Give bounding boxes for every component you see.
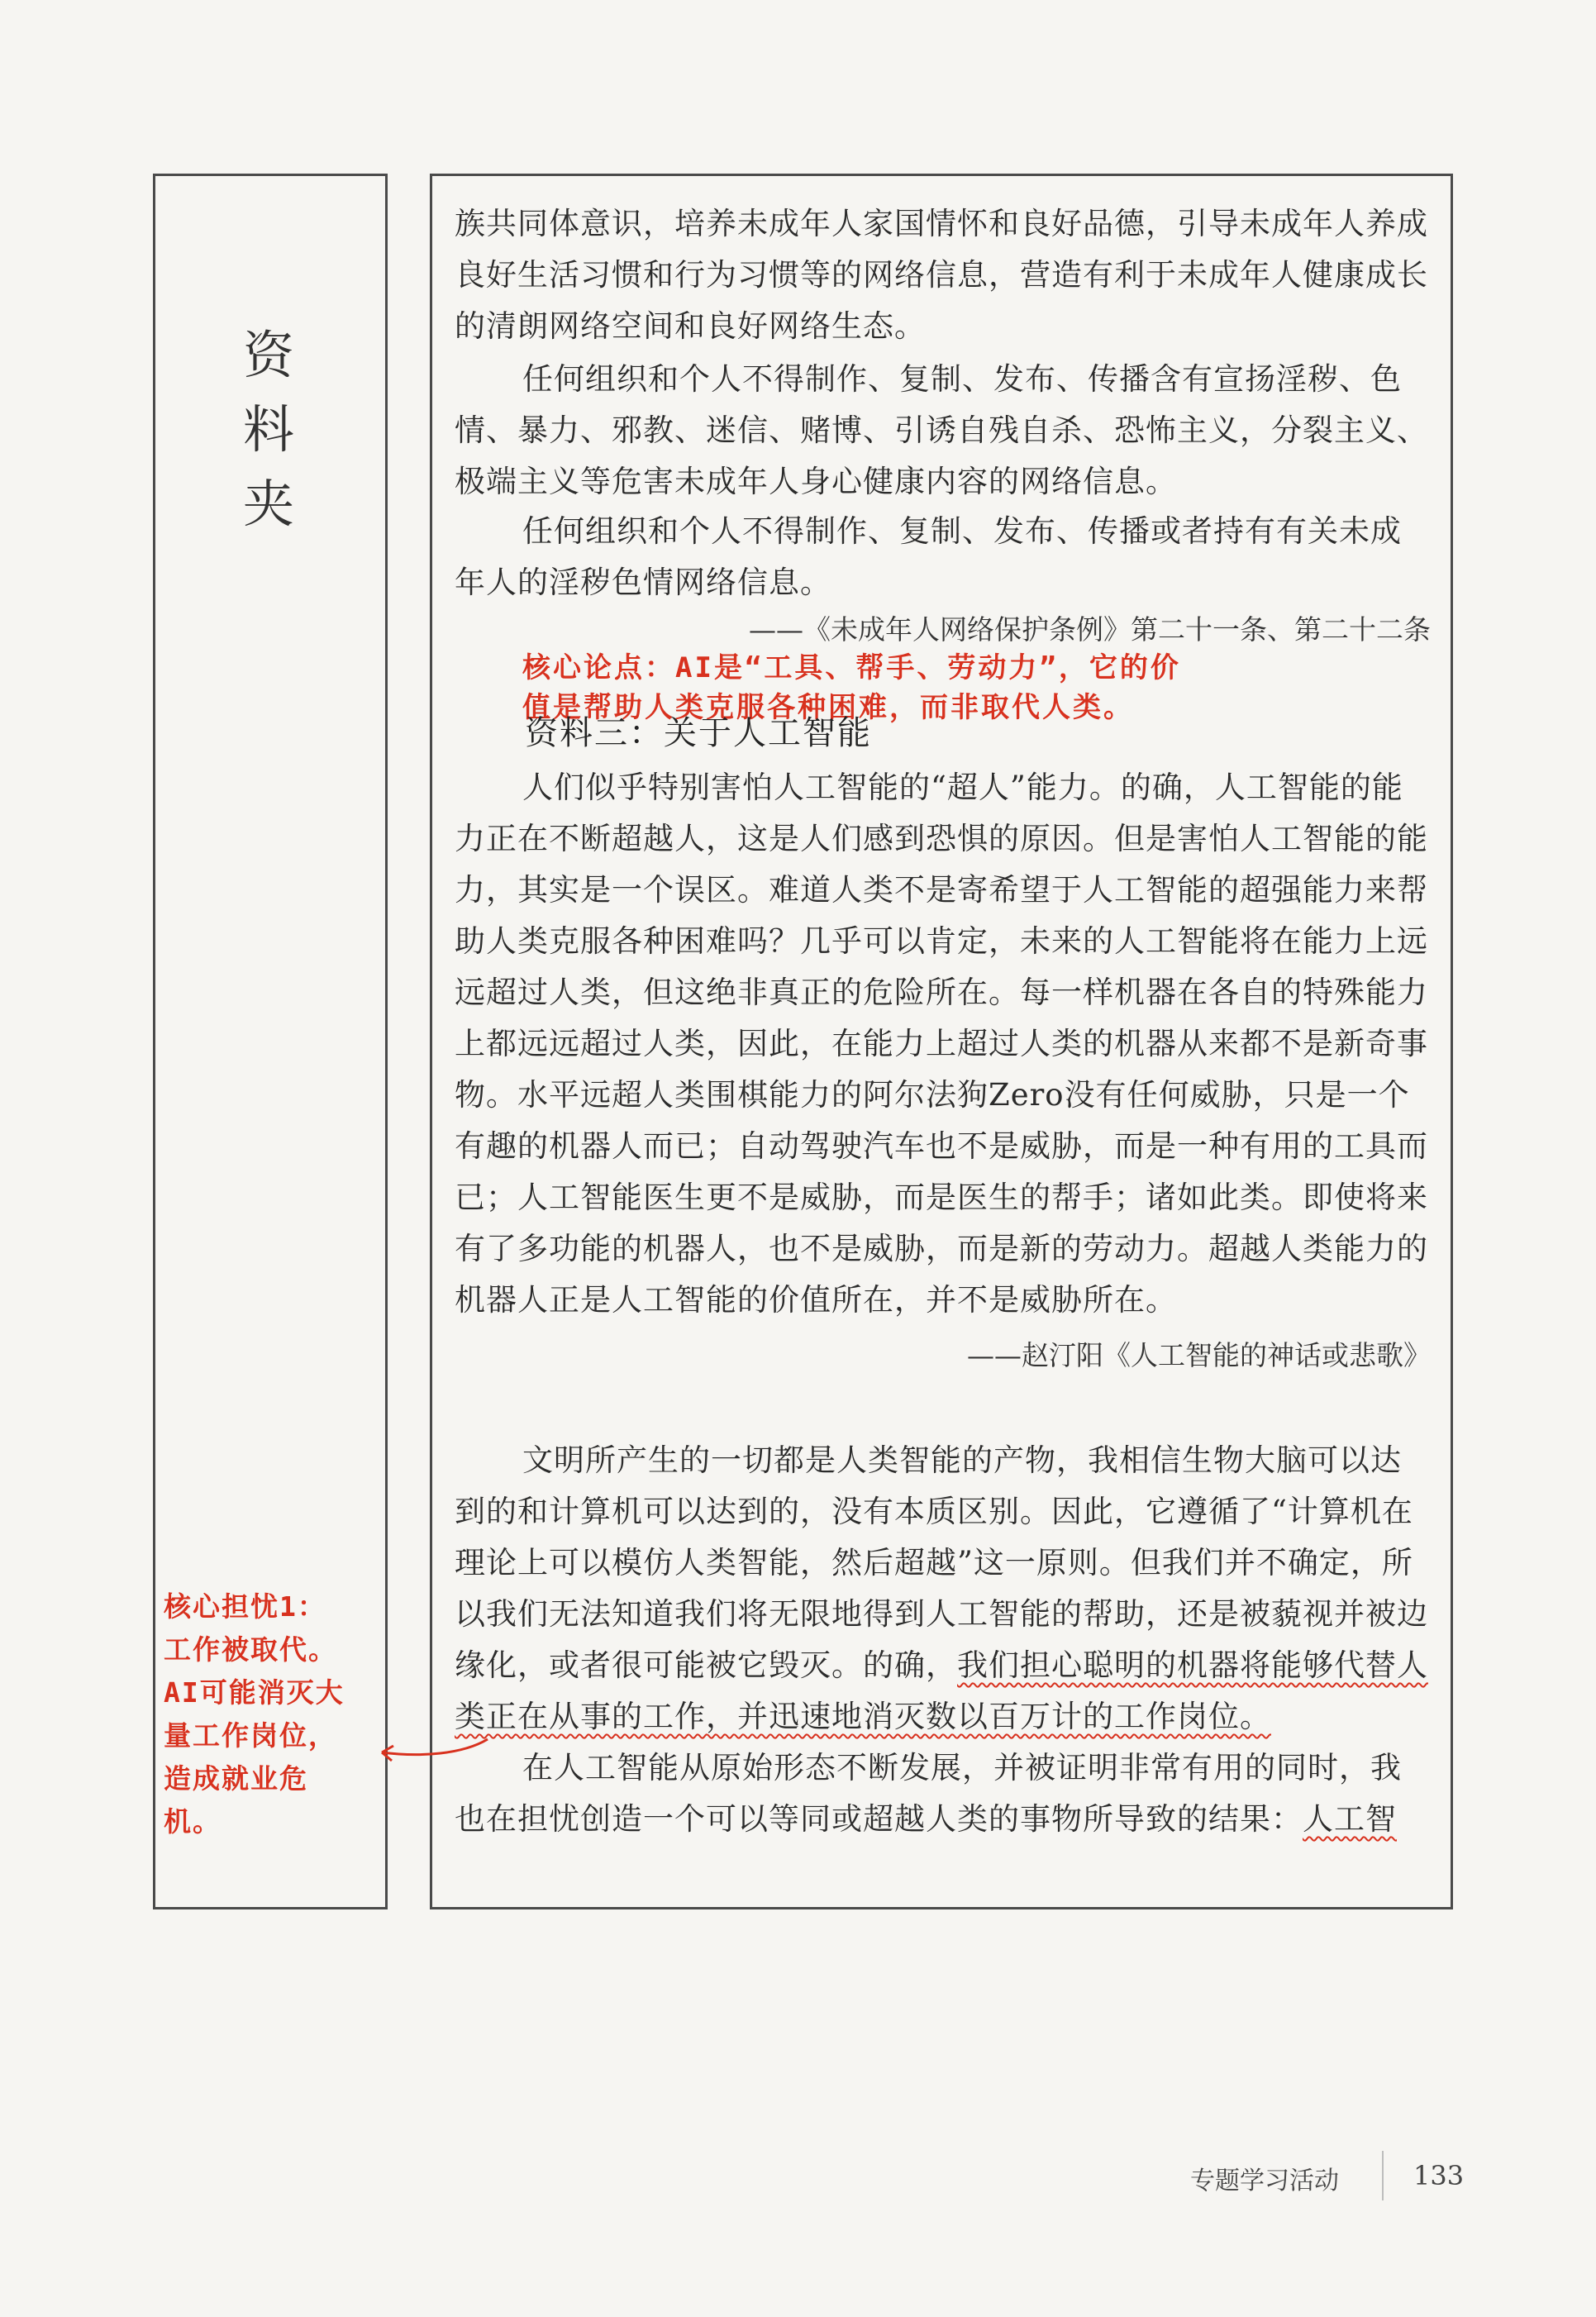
annotation-concern-line: 造成就业危 bbox=[164, 1762, 308, 1795]
sidebar-title-char: 料 bbox=[242, 399, 294, 460]
sidebar-title-char: 资 bbox=[242, 325, 294, 385]
annotation-concern-line: 机。 bbox=[164, 1805, 222, 1838]
section-heading: 资料三：关于人工智能 bbox=[525, 714, 872, 752]
paragraph-ai-concern bbox=[455, 1435, 1430, 1743]
annotation-concern bbox=[164, 1585, 387, 1843]
paragraph-regulation-3: 任何组织和个人不得制作、复制、发布、传播或者持有有关未成年人的淫秽色情网络信息。 bbox=[455, 513, 1402, 600]
underlined-passage: 人工智 bbox=[1303, 1801, 1397, 1837]
paragraph-regulation-1: 族共同体意识，培养未成年人家国情怀和良好品德，引导未成年人养成良好生活习惯和行为习惯等的网络信息，营造有利于未成年人健康成长的清朗网络空间和良好网络生态。 bbox=[455, 206, 1428, 344]
source-citation-zhao: ——赵汀阳《人工智能的神话或悲歌》 bbox=[967, 1339, 1431, 1371]
annotation-arrow-icon bbox=[364, 1736, 496, 1769]
footer-divider bbox=[1382, 2151, 1384, 2200]
footer-section-label: 专题学习活动 bbox=[1190, 2167, 1339, 2195]
paragraph-ai-worry bbox=[455, 1743, 1430, 1845]
underlined-passage: 我们担心聪明的机器将能够代替人类正在从事的工作，并迅速地消灭数以百万计的工作岗位。 bbox=[455, 1647, 1428, 1734]
paragraph-ai-ability: 人们似乎特别害怕人工智能的“超人”能力。的确，人工智能的能力正在不断超越人，这是人们感到恐惧的原因。但是害怕人工智能的能力，其实是一个误区。难道人类不是寄希望于人工智能的超强能力来帮助人类克服各种困难吗？几乎可以肯定，未来的人工智能将在能力上远远超过人类，但这绝非真正的危险所在。每一样机器在各自的特殊能力上都远远超过人类，因此，在能力上超过人类的机器从来都不是新奇事物。水平远超人类围棋能力的阿尔法狗Zero没有任何威胁，只是一个有趣的机器人而已；自动驾驶汽车也不是威胁，而是一种有用的工具而已；人工智能医生更不是威胁，而是医生的帮手；诸如此类。即使将来有了多功能的机器人，也不是威胁，而是新的劳动力。超越人类能力的机器人正是人工智能的价值所在，并不是威胁所在。 bbox=[455, 770, 1428, 1318]
paragraph-text: 在人工智能从原始形态不断发展，并被证明非常有用的同时，我也在担忧创造一个可以等同或超越人类的事物所导致的结果： bbox=[455, 1750, 1402, 1837]
annotation-core-point-line: 核心论点：AI是“工具、帮手、劳动力”，它的价 bbox=[522, 651, 1181, 684]
annotation-concern-line: 工作被取代。 bbox=[164, 1633, 337, 1666]
annotation-concern-line: 量工作岗位， bbox=[164, 1719, 337, 1752]
page-number: 133 bbox=[1413, 2160, 1465, 2191]
source-citation-regulation: ——《未成年人网络保护条例》第二十一条、第二十二条 bbox=[749, 613, 1431, 646]
arrow-line bbox=[382, 1739, 488, 1755]
annotation-concern-line: 核心担忧1： bbox=[164, 1590, 326, 1623]
sidebar-title bbox=[231, 318, 306, 541]
paragraph-text: 文明所产生的一切都是人类智能的产物，我相信生物大脑可以达到的和计算机可以达到的，没有本质区别。因此，它遵循了“计算机在理论上可以模仿人类智能，然后超越”这一原则。但我们并不确定，所以我们无法知道我们将无限地得到人工智能的帮助，还是被藐视并被边缘化，或者很可能被它毁灭。的确， bbox=[455, 1442, 1428, 1683]
annotation-concern-line: AI可能消灭大 bbox=[164, 1676, 345, 1709]
annotation-core-point-line: 值是帮助人类克服各种困难，而非取代人类。 bbox=[522, 691, 1134, 724]
sidebar-title-char: 夹 bbox=[242, 474, 294, 534]
paragraph-regulation-2: 任何组织和个人不得制作、复制、发布、传播含有宣扬淫秽、色情、暴力、邪教、迷信、赌博、引诱自残自杀、恐怖主义，分裂主义、极端主义等危害未成年人身心健康内容的网络信息。 bbox=[455, 361, 1428, 499]
